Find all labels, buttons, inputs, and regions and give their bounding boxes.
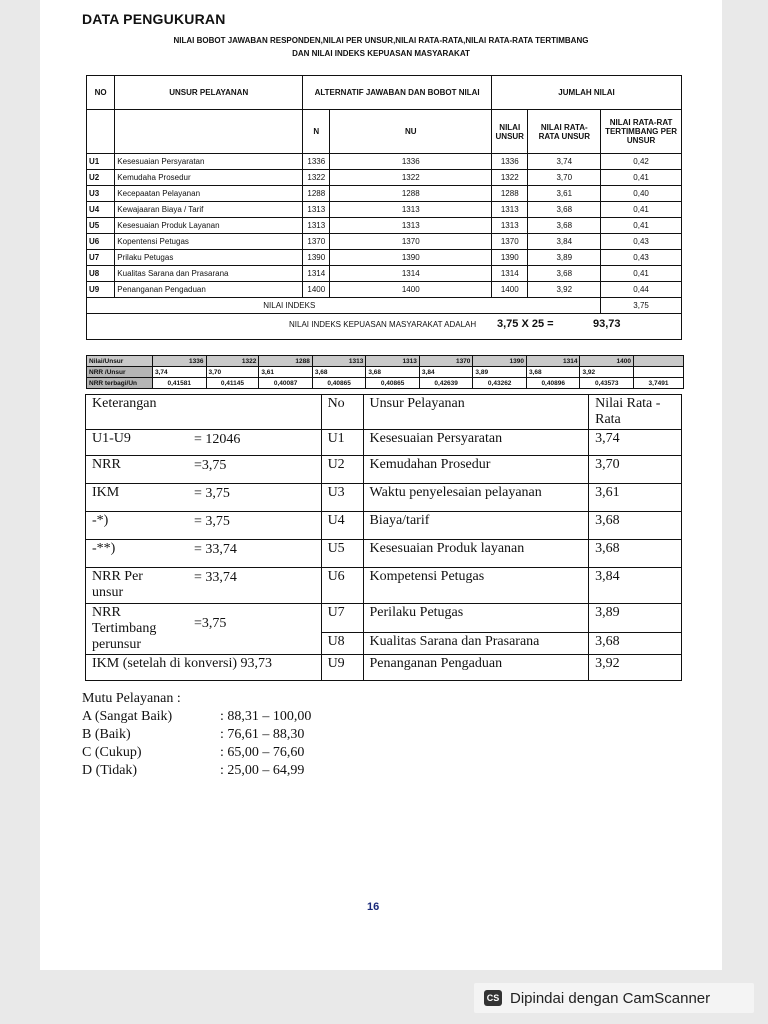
- keterangan-cell: [86, 540, 322, 568]
- summary-cell: 3,61: [259, 367, 313, 378]
- keterangan-row: [86, 540, 682, 568]
- header-rata: NILAI RATA-RATA UNSUR: [528, 110, 601, 154]
- row-nu: 1322: [330, 170, 492, 186]
- summary-cell: 3,68: [526, 367, 580, 378]
- unsur-no: U1: [321, 430, 363, 456]
- unsur-nilai: 3,68: [589, 512, 682, 540]
- unsur-nilai: 3,89: [589, 604, 682, 633]
- unsur-nilai: 3,74: [589, 430, 682, 456]
- header-no-2: No: [321, 395, 363, 430]
- row-tertimbang: 0,43: [601, 250, 682, 266]
- summary-cell: 0,40896: [526, 378, 580, 389]
- camscanner-logo-icon: CS: [484, 990, 502, 1006]
- table-row: [87, 186, 682, 202]
- summary-cell: 0,40087: [259, 378, 313, 389]
- summary-cell: 0,40865: [366, 378, 420, 389]
- mutu-range: : 88,31 – 100,00: [220, 709, 312, 724]
- unsur-nilai: 3,84: [589, 568, 682, 604]
- summary-cell: 1370: [419, 356, 473, 367]
- keterangan-cell: [86, 568, 322, 604]
- unsur-name: Kompetensi Petugas: [363, 568, 589, 604]
- keterangan-row: [86, 655, 682, 681]
- row-tertimbang: 0,41: [601, 266, 682, 282]
- row-nilai: 1400: [492, 282, 528, 298]
- unsur-nilai: 3,68: [589, 540, 682, 568]
- page-number: 16: [367, 901, 380, 913]
- keterangan-value: =3,75: [194, 616, 227, 631]
- header-n: N: [303, 110, 330, 154]
- row-n: 1313: [303, 218, 330, 234]
- row-tertimbang: 0,40: [601, 186, 682, 202]
- row-n: 1314: [303, 266, 330, 282]
- keterangan-label: IKM (setelah di konversi) 93,73: [92, 656, 273, 671]
- mutu-item: [82, 762, 305, 780]
- row-nilai: 1322: [492, 170, 528, 186]
- row-unsur: Kesesuaian Produk Layanan: [115, 218, 303, 234]
- keterangan-row: [86, 456, 682, 484]
- table-row: [87, 170, 682, 186]
- row-tertimbang: 0,43: [601, 234, 682, 250]
- row-tertimbang: 0,41: [601, 202, 682, 218]
- summary-cell: 3,84: [419, 367, 473, 378]
- row-tertimbang: 0,41: [601, 170, 682, 186]
- keterangan-table: [85, 394, 682, 681]
- table-row: [87, 250, 682, 266]
- row-rata: 3,84: [528, 234, 601, 250]
- summary-cell: 0,43262: [473, 378, 527, 389]
- row-unsur: Kualitas Sarana dan Prasarana: [115, 266, 303, 282]
- unsur-no: U7: [321, 604, 363, 633]
- row-unsur: Kopentensi Petugas: [115, 234, 303, 250]
- summary-cell: 3,70: [206, 367, 259, 378]
- row-nu: 1370: [330, 234, 492, 250]
- row-rata: 3,89: [528, 250, 601, 266]
- row-unsur: Kesesuaian Persyaratan: [115, 154, 303, 170]
- mutu-range: : 65,00 – 76,60: [220, 745, 305, 760]
- subtitle-line-2: DAN NILAI INDEKS KEPUASAN MASYARAKAT: [292, 49, 470, 58]
- table-row: [87, 202, 682, 218]
- summary-cell: 0,41145: [206, 378, 259, 389]
- row-nu: 1336: [330, 154, 492, 170]
- keterangan-label: IKM: [92, 485, 120, 500]
- mutu-item: [82, 726, 305, 744]
- row-rata: 3,74: [528, 154, 601, 170]
- mutu-item: [82, 744, 305, 762]
- row-tertimbang: 0,41: [601, 218, 682, 234]
- keterangan-cell: [86, 655, 322, 681]
- ikm-label: NILAI INDEKS KEPUASAN MASYARAKAT ADALAH: [289, 320, 477, 329]
- row-n: 1336: [303, 154, 330, 170]
- row-tertimbang: 0,42: [601, 154, 682, 170]
- keterangan-cell: [86, 484, 322, 512]
- summary-cell: [634, 356, 684, 367]
- row-nilai: 1370: [492, 234, 528, 250]
- header-nilai-rata: Nilai Rata - Rata: [589, 395, 682, 430]
- unsur-no: U9: [321, 655, 363, 681]
- keterangan-value: = 33,74: [194, 570, 237, 585]
- row-rata: 3,61: [528, 186, 601, 202]
- row-n: 1322: [303, 170, 330, 186]
- row-no: U3: [87, 186, 115, 202]
- summary-cell: 3,74: [153, 367, 207, 378]
- keterangan-label: U1-U9: [92, 431, 131, 446]
- row-no: U2: [87, 170, 115, 186]
- keterangan-cell: [86, 512, 322, 540]
- keterangan-cell: [86, 604, 322, 655]
- camscanner-text: Dipindai dengan CamScanner: [510, 989, 711, 1007]
- mutu-item: [82, 708, 312, 726]
- unsur-no: U3: [321, 484, 363, 512]
- row-rata: 3,70: [528, 170, 601, 186]
- mutu-pelayanan: [82, 690, 312, 780]
- summary-cell: 1288: [259, 356, 313, 367]
- mutu-label: D (Tidak): [82, 763, 138, 778]
- summary-cell: 3,68: [312, 367, 366, 378]
- ikm-value: 93,73: [593, 318, 621, 330]
- unsur-name: Kemudahan Prosedur: [363, 456, 589, 484]
- unsur-nilai: 3,61: [589, 484, 682, 512]
- row-nilai: 1313: [492, 218, 528, 234]
- summary-row-label: Nilai/Unsur: [87, 356, 153, 367]
- summary-cell: 0,40865: [312, 378, 366, 389]
- row-rata: 3,68: [528, 266, 601, 282]
- summary-row: [87, 356, 684, 367]
- summary-row-label: NRR /Unsur: [87, 367, 153, 378]
- summary-cell: 1313: [366, 356, 420, 367]
- unsur-nilai: 3,92: [589, 655, 682, 681]
- unsur-no: U5: [321, 540, 363, 568]
- summary-cell: 3,89: [473, 367, 527, 378]
- summary-cell: 3,68: [366, 367, 420, 378]
- summary-cell: 1313: [312, 356, 366, 367]
- header-tertimbang: NILAI RATA-RAT TERTIMBANG PER UNSUR: [601, 110, 682, 154]
- header-keterangan: Keterangan: [86, 395, 322, 430]
- summary-cell: 1336: [153, 356, 207, 367]
- row-nilai: 1314: [492, 266, 528, 282]
- summary-cell: 1390: [473, 356, 527, 367]
- row-no: U9: [87, 282, 115, 298]
- mutu-title: Mutu Pelayanan :: [82, 691, 181, 706]
- row-unsur: Kewajaaran Biaya / Tarif: [115, 202, 303, 218]
- row-no: U5: [87, 218, 115, 234]
- keterangan-label: NRR Tertimbang perunsur: [92, 605, 157, 652]
- table-row: [87, 282, 682, 298]
- row-nu: 1314: [330, 266, 492, 282]
- mutu-range: : 76,61 – 88,30: [220, 727, 305, 742]
- keterangan-value: = 3,75: [194, 486, 230, 501]
- mutu-label: A (Sangat Baik): [82, 709, 173, 724]
- row-n: 1400: [303, 282, 330, 298]
- row-nu: 1390: [330, 250, 492, 266]
- row-nu: 1313: [330, 202, 492, 218]
- unsur-no: U6: [321, 568, 363, 604]
- row-nu: 1288: [330, 186, 492, 202]
- header-nu: NU: [330, 110, 492, 154]
- header-unsur: UNSUR PELAYANAN: [115, 76, 303, 110]
- row-n: 1313: [303, 202, 330, 218]
- table-row: [87, 154, 682, 170]
- unsur-nilai: 3,70: [589, 456, 682, 484]
- row-nilai: 1390: [492, 250, 528, 266]
- unsur-no: U8: [321, 632, 363, 654]
- keterangan-cell: [86, 430, 322, 456]
- keterangan-label: NRR: [92, 457, 121, 472]
- row-nu: 1313: [330, 218, 492, 234]
- row-nilai: 1336: [492, 154, 528, 170]
- unsur-name: Penanganan Pengaduan: [363, 655, 589, 681]
- summary-cell: 0,42639: [419, 378, 473, 389]
- keterangan-value: = 33,74: [194, 542, 237, 557]
- unsur-nilai: 3,68: [589, 632, 682, 654]
- summary-row: [87, 378, 684, 389]
- row-unsur: Prilaku Petugas: [115, 250, 303, 266]
- header-unsur-pelayanan: Unsur Pelayanan: [363, 395, 589, 430]
- summary-cell: 1314: [526, 356, 580, 367]
- summary-table: [86, 355, 684, 389]
- row-n: 1390: [303, 250, 330, 266]
- summary-row: [87, 367, 684, 378]
- keterangan-row: [86, 430, 682, 456]
- row-unsur: Kemudaha Prosedur: [115, 170, 303, 186]
- row-no: U6: [87, 234, 115, 250]
- unsur-name: Waktu penyelesaian pelayanan: [363, 484, 589, 512]
- summary-row-label: NRR terbagi/Un: [87, 378, 153, 389]
- row-no: U8: [87, 266, 115, 282]
- keterangan-label: -*): [92, 513, 109, 528]
- measurement-table: [86, 75, 682, 340]
- row-nu: 1400: [330, 282, 492, 298]
- row-no: U1: [87, 154, 115, 170]
- summary-cell: 1322: [206, 356, 259, 367]
- keterangan-row: [86, 512, 682, 540]
- summary-cell: [634, 367, 684, 378]
- keterangan-value: = 12046: [194, 432, 241, 447]
- row-no: U4: [87, 202, 115, 218]
- subtitle-line-1: NILAI BOBOT JAWABAN RESPONDEN,NILAI PER UNSUR,NILAI RATA-RATA,NILAI RATA-RATA TERTIMBANG: [173, 36, 589, 45]
- header-jumlah: JUMLAH NILAI: [492, 76, 682, 110]
- mutu-range: : 25,00 – 64,99: [220, 763, 305, 778]
- mutu-label: C (Cukup): [82, 745, 142, 760]
- keterangan-label: -**): [92, 541, 116, 556]
- keterangan-label: NRR Per unsur: [92, 569, 143, 600]
- keterangan-row: [86, 568, 682, 604]
- table-row: [87, 234, 682, 250]
- ikm-formula: 3,75 X 25 =: [497, 318, 554, 330]
- row-unsur: Kecepaatan Pelayanan: [115, 186, 303, 202]
- row-tertimbang: 0,44: [601, 282, 682, 298]
- unsur-no: U2: [321, 456, 363, 484]
- mutu-label: B (Baik): [82, 727, 131, 742]
- table-row: [87, 218, 682, 234]
- row-no: U7: [87, 250, 115, 266]
- row-nilai: 1288: [492, 186, 528, 202]
- unsur-name: Biaya/tarif: [363, 512, 589, 540]
- row-nilai: 1313: [492, 202, 528, 218]
- table-row: [87, 266, 682, 282]
- unsur-name: Kualitas Sarana dan Prasarana: [363, 632, 589, 654]
- summary-cell: 1400: [580, 356, 634, 367]
- camscanner-watermark: [474, 983, 754, 1013]
- keterangan-cell: [86, 456, 322, 484]
- nilai-indeks-label: NILAI INDEKS: [87, 298, 492, 314]
- unsur-name: Kesesuaian Persyaratan: [363, 430, 589, 456]
- row-rata: 3,68: [528, 218, 601, 234]
- summary-cell: 0,43573: [580, 378, 634, 389]
- header-no: NO: [87, 76, 115, 110]
- summary-cell: 3,92: [580, 367, 634, 378]
- header-alternatif: ALTERNATIF JAWABAN DAN BOBOT NILAI: [303, 76, 492, 110]
- keterangan-value: = 3,75: [194, 514, 230, 529]
- row-unsur: Penanganan Pengaduan: [115, 282, 303, 298]
- row-n: 1370: [303, 234, 330, 250]
- keterangan-row: [86, 484, 682, 512]
- summary-cell: 0,41581: [153, 378, 207, 389]
- unsur-no: U4: [321, 512, 363, 540]
- row-rata: 3,68: [528, 202, 601, 218]
- keterangan-value: =3,75: [194, 458, 227, 473]
- keterangan-row: [86, 604, 682, 633]
- unsur-name: Perilaku Petugas: [363, 604, 589, 633]
- header-nilai-unsur: NILAI UNSUR: [492, 110, 528, 154]
- unsur-name: Kesesuaian Produk layanan: [363, 540, 589, 568]
- row-rata: 3,92: [528, 282, 601, 298]
- summary-cell: 3,7491: [634, 378, 684, 389]
- nilai-indeks-value: 3,75: [601, 298, 682, 314]
- row-n: 1288: [303, 186, 330, 202]
- page-title: DATA PENGUKURAN: [82, 11, 226, 27]
